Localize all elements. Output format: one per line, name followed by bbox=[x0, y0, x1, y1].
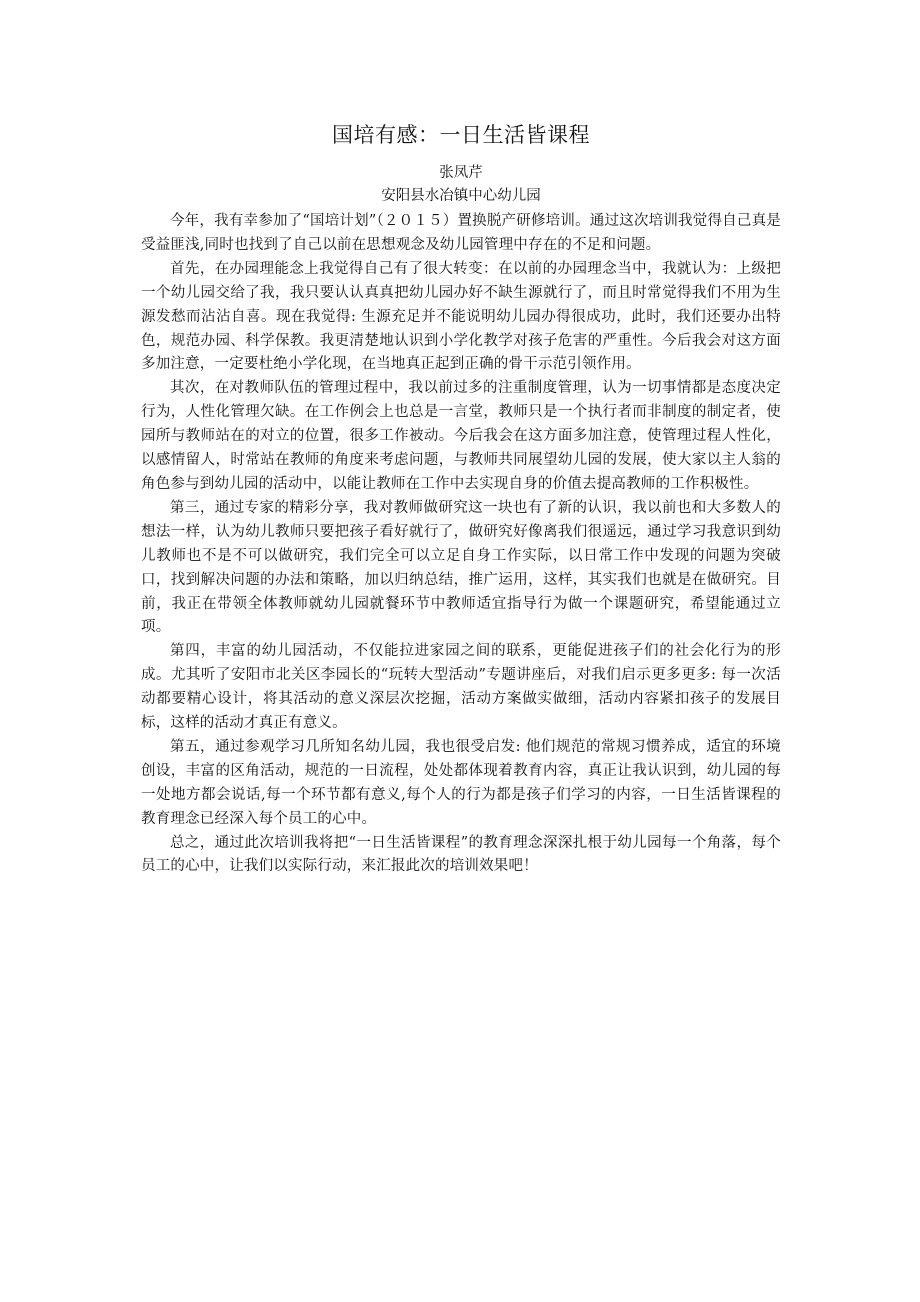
paragraph-conclusion: 总之，通过此次培训我将把“一日生活皆课程”的教育理念深深扎根于幼儿园每一个角落，每个员工的心中，让我们以实际行动，来汇报此次的培训效果吧！ bbox=[141, 834, 781, 875]
paragraph-third: 第三，通过专家的精彩分享，我对教师做研究这一块也有了新的认识，我以前也和大多数人的想法一样，认为幼儿教师只要把孩子看好就行了，做研究好像离我们很遥远，通过学习我意识到幼儿教师也不是不可以做研究，我们完全可以立足自身工作实际，以日常工作中发现的问题为突破口，找到解决问题的办法和策略，加以归纳总结，推广运用，这样，其实我们也就是在做研究。目前，我正在带领全体教师就幼儿园就餐环节中教师适宜指导行为做一个课题研究，希望能通过立项。 bbox=[141, 499, 781, 636]
author-name: 张凤芹 bbox=[439, 165, 483, 181]
document-title: 国培有感：一日生活皆课程 bbox=[332, 123, 590, 147]
paragraph-first: 首先，在办园理能念上我觉得自己有了很大转变：在以前的办园理念当中，我就认为：上级把一个幼儿园交给了我，我只要认认真真把幼儿园办好不缺生源就行了，而且时常觉得我们不用为生源发愁而沾沾自喜。现在我觉得: 生源充足并不能说明幼儿园办得很成功，此时，我们还要办出特色，规范办园、科学保教。我更清楚地认识到小学化教学对孩子危害的严重性。今后我会对这方面多加注意，一定要杜绝小学化现，在当地真正起到正确的骨干示范引领作用。 bbox=[141, 260, 781, 373]
paragraph-fourth: 第四，丰富的幼儿园活动，不仅能拉进家园之间的联系，更能促进孩子们的社会化行为的形成。尤其听了安阳市北关区李园长的“玩转大型活动”专题讲座后，对我们启示更多更多: 每一次活动都要精心设计，将其活动的意义深层次挖掘，活动方案做实做细，活动内容紧扣孩子的发展目标，这样的活动才真正有意义。 bbox=[141, 643, 781, 732]
document-body bbox=[141, 210, 781, 879]
document-page bbox=[141, 118, 781, 879]
paragraph-second: 其次，在对教师队伍的管理过程中，我以前过多的注重制度管理，认为一切事情都是态度决定行为，人性化管理欠缺。在工作例会上也总是一言堂，教师只是一个执行者而非制度的制定者，使园所与教师站在的对立的位置，很多工作被动。今后我会在这方面多加注意，使管理过程人性化，以感情留人，时常站在教师的角度来考虑问题，与教师共同展望幼儿园的发展，使大家以主人翁的角色参与到幼儿园的活动中，以能让教师在工作中去实现自身的价值去提高教师的工作积极性。 bbox=[141, 380, 781, 492]
paragraph-intro: 今年，我有幸参加了“国培计划”（２０１５）置换脱产研修培训。通过这次培训我觉得自己真是受益匪浅,同时也找到了自己以前在思想观念及幼儿园管理中存在的不足和问题。 bbox=[141, 213, 781, 253]
organization-name: 安阳县水冶镇中心幼儿园 bbox=[381, 188, 541, 204]
paragraph-fifth: 第五，通过参观学习几所知名幼儿园，我也很受启发: 他们规范的常规习惯养成，适宜的环境创设，丰富的区角活动，规范的一日流程，处处都体现着教育内容，真正让我认识到，幼儿园的每一处地方都会说话,每一个环节都有意义,每个人的行为都是孩子们学习的内容，一日生活皆课程的教育理念已经深入每个员工的心中。 bbox=[141, 738, 781, 827]
